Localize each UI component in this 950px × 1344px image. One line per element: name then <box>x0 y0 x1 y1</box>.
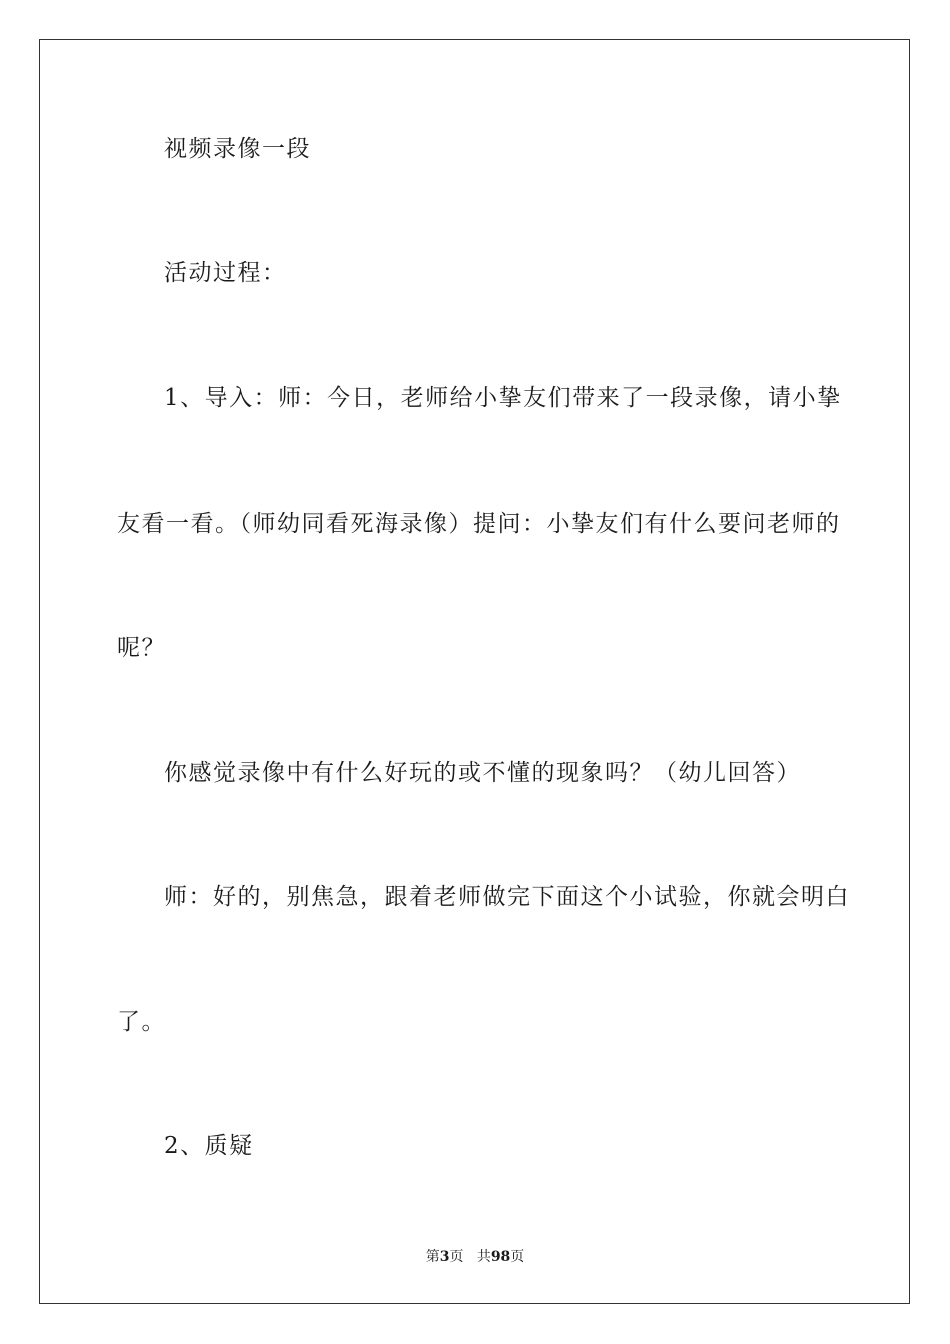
page-border <box>39 39 910 1304</box>
text-line-intro-2: 友看一看。（师幼同看死海录像）提问：小挚友们有什么要问老师的 <box>117 511 841 537</box>
text-line-process-heading: 活动过程： <box>164 260 287 286</box>
text-line-teacher-2: 了。 <box>117 1009 166 1035</box>
text-line-section-2: 2、质疑 <box>164 1133 254 1159</box>
total-suffix: 页 <box>510 1249 525 1265</box>
total-pages: 98 <box>490 1249 511 1265</box>
total-prefix: 共 <box>476 1249 491 1265</box>
text-line-question: 你感觉录像中有什么好玩的或不懂的现象吗？（幼儿回答） <box>164 760 801 786</box>
text-line-materials: 视频录像一段 <box>164 136 311 162</box>
page-footer <box>0 1247 950 1267</box>
page-number: 3 <box>439 1249 450 1265</box>
text-line-intro-1: 1、导入：师：今日，老师给小挚友们带来了一段录像，请小挚 <box>164 385 842 411</box>
page-suffix: 页 <box>449 1249 464 1265</box>
page-prefix: 第 <box>425 1249 440 1265</box>
text-line-intro-3: 呢？ <box>117 635 166 661</box>
text-line-teacher-1: 师：好的，别焦急，跟着老师做完下面这个小试验，你就会明白 <box>164 884 850 910</box>
